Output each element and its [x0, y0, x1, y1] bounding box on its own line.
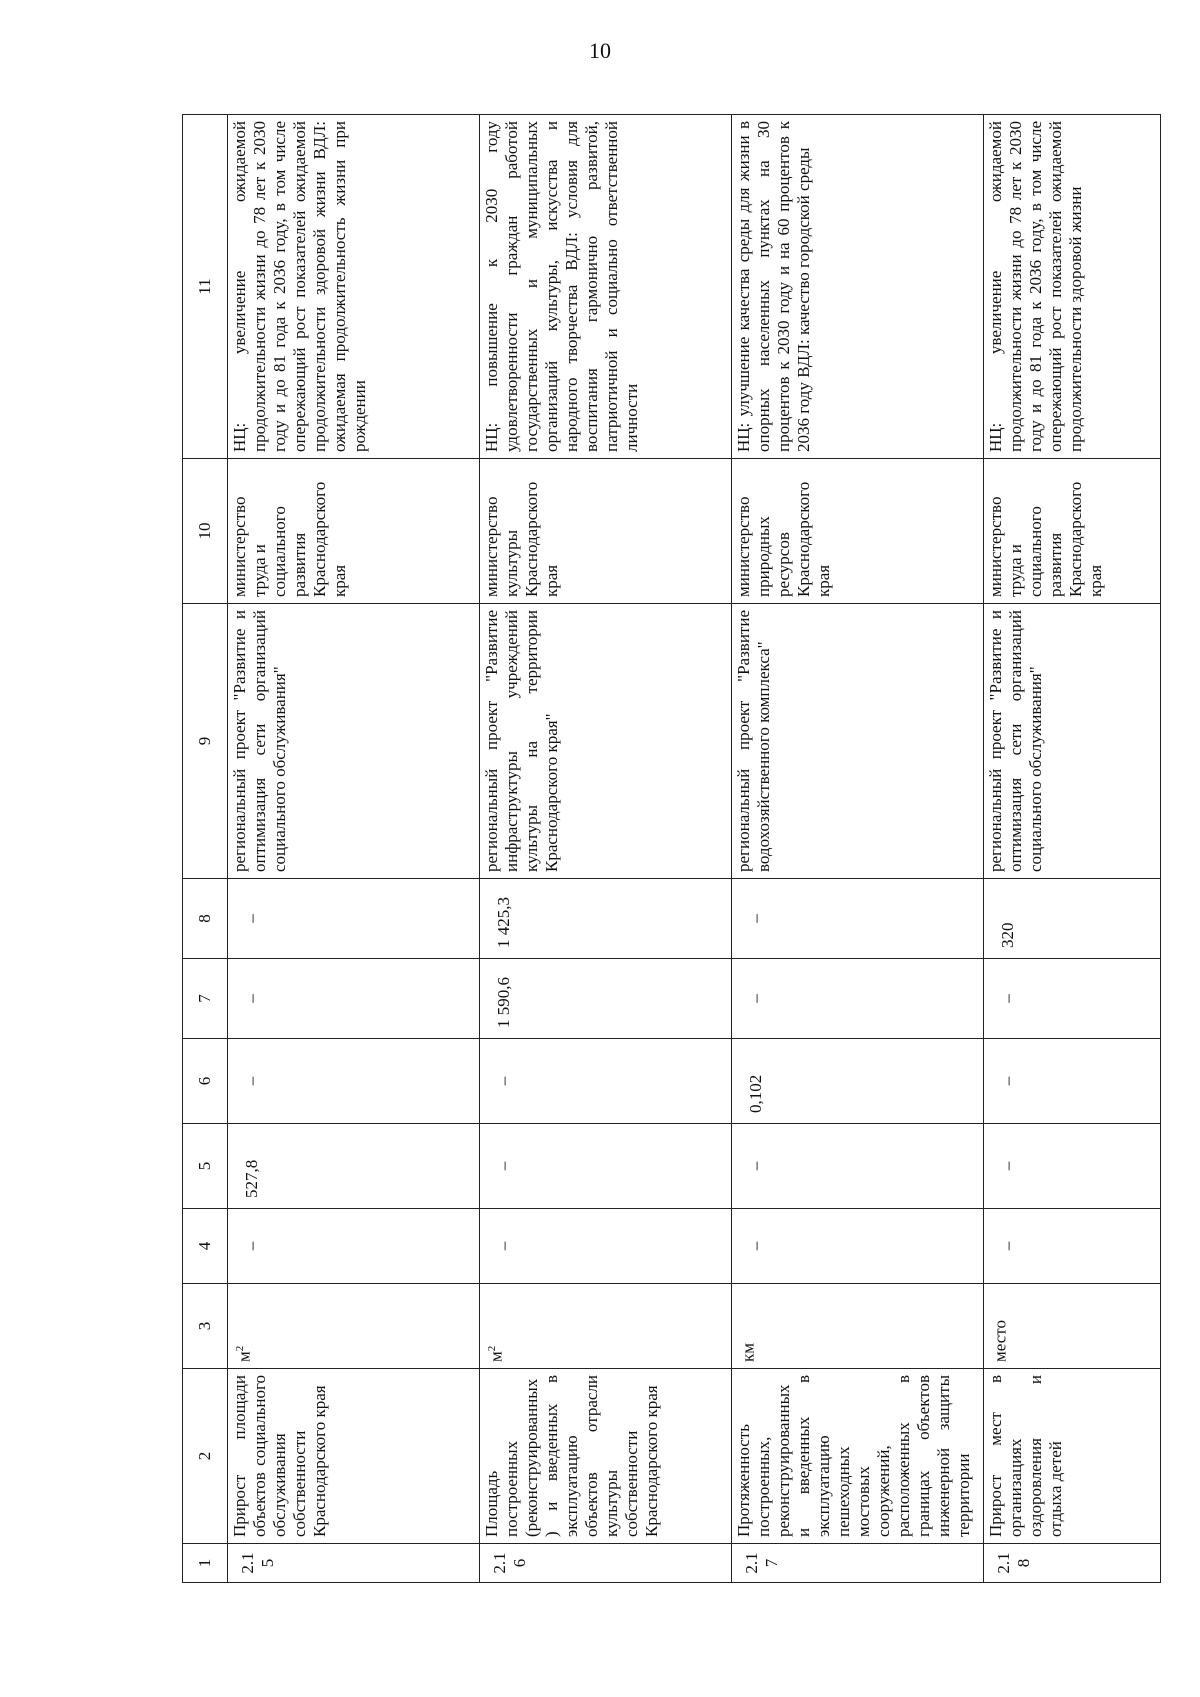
value-cell: 1 425,3	[480, 879, 732, 959]
column-header: 6	[183, 1039, 228, 1124]
table-header-row	[183, 115, 228, 1583]
unit: м	[234, 1351, 254, 1362]
table-row	[984, 115, 1161, 1583]
column-header: 3	[183, 1284, 228, 1369]
rotated-table-wrapper	[182, 115, 1137, 1583]
table-row	[480, 115, 732, 1583]
table-row	[732, 115, 984, 1583]
value-cell: –	[228, 1209, 480, 1284]
unit-superscript: 2	[486, 1345, 498, 1352]
ministry-cell: министерство природных ресурсов Краснодарского края	[732, 459, 984, 604]
value-cell: –	[984, 1124, 1161, 1209]
value-cell: –	[732, 1209, 984, 1284]
unit-superscript: 2	[234, 1345, 246, 1352]
table-row	[228, 115, 480, 1583]
value-cell: –	[984, 1039, 1161, 1124]
value-cell: 1 590,6	[480, 959, 732, 1039]
column-header: 5	[183, 1124, 228, 1209]
goal-cell: НЦ: повышение к 2030 году удовлетворенности граждан работой государственных и муниципальных организаций культуры, искусства и народного творчества ВДЛ: условия для воспитания гармонично развитой, патриотичной и социально ответственной личности	[480, 115, 732, 459]
page-number: 10	[589, 38, 611, 63]
column-header: 7	[183, 959, 228, 1039]
column-header: 10	[183, 459, 228, 604]
row-number: 2.15	[228, 1544, 480, 1583]
unit: км	[738, 1342, 758, 1362]
unit-cell	[732, 1284, 984, 1369]
unit-cell	[228, 1284, 480, 1369]
indicator-name: Прирост мест в организациях оздоровления и отдыха детей	[984, 1369, 1161, 1544]
value-cell: –	[984, 959, 1161, 1039]
value-cell: –	[732, 1124, 984, 1209]
row-number: 2.18	[984, 1544, 1161, 1583]
unit: м	[486, 1351, 506, 1362]
column-header: 11	[183, 115, 228, 459]
value-cell: –	[732, 959, 984, 1039]
value-cell: 320	[984, 879, 1161, 959]
column-header: 1	[183, 1544, 228, 1583]
unit-cell	[480, 1284, 732, 1369]
row-number: 2.16	[480, 1544, 732, 1583]
goal-cell: НЦ: увеличение ожидаемой продолжительности жизни до 78 лет к 2030 году и до 81 года к 2036 году, в том числе опережающий рост показателей ожидаемой продолжительности здоровой жизни ВДЛ: ожидаемая продолжительность жизни при рождении	[228, 115, 480, 459]
value-cell: –	[228, 879, 480, 959]
indicator-name: Протяженность построенных, реконструированных и введенных в эксплуатацию пешеходных мостовых сооружений, расположенных в границах объектов инженерной защиты территории	[732, 1369, 984, 1544]
unit-cell	[984, 1284, 1161, 1369]
value-cell: 0,102	[732, 1039, 984, 1124]
value-cell: –	[984, 1209, 1161, 1284]
unit: место	[990, 1320, 1010, 1362]
project-cell: региональный проект "Развитие и оптимизация сети организаций социального обслуживания"	[984, 604, 1161, 879]
value-cell: –	[732, 879, 984, 959]
column-header: 8	[183, 879, 228, 959]
value-cell: –	[480, 1124, 732, 1209]
indicators-table	[182, 114, 1161, 1583]
value-cell: –	[228, 1039, 480, 1124]
project-cell: региональный проект "Развитие инфраструктуры учреждений культуры на территории Краснодарского края"	[480, 604, 732, 879]
value-cell: –	[480, 1039, 732, 1124]
value-cell: –	[228, 959, 480, 1039]
ministry-cell: министерство труда и социального развития Краснодарского края	[228, 459, 480, 604]
goal-cell: НЦ: улучшение качества среды для жизни в опорных населенных пунктах на 30 процентов к 2030 году и на 60 процентов к 2036 году ВДЛ: качество городской среды	[732, 115, 984, 459]
goal-cell: НЦ: увеличение ожидаемой продолжительности жизни до 78 лет к 2030 году и до 81 года к 2036 году, в том числе опережающий рост показателей ожидаемой продолжительности здоровой жизни	[984, 115, 1161, 459]
project-cell: региональный проект "Развитие водохозяйственного комплекса"	[732, 604, 984, 879]
value-cell: –	[480, 1209, 732, 1284]
indicator-name: Прирост площади объектов социального обслуживания собственности Краснодарского края	[228, 1369, 480, 1544]
indicator-name: Площадь построенных (реконструированных) и введенных в эксплуатацию объектов отрасли культуры собственности Краснодарского края	[480, 1369, 732, 1544]
column-header: 9	[183, 604, 228, 879]
row-number: 2.17	[732, 1544, 984, 1583]
ministry-cell: министерство труда и социального развития Краснодарского края	[984, 459, 1161, 604]
project-cell: региональный проект "Развитие и оптимизация сети организаций социального обслуживания"	[228, 604, 480, 879]
column-header: 2	[183, 1369, 228, 1544]
value-cell: 527,8	[228, 1124, 480, 1209]
column-header: 4	[183, 1209, 228, 1284]
ministry-cell: министерство культуры Краснодарского края	[480, 459, 732, 604]
